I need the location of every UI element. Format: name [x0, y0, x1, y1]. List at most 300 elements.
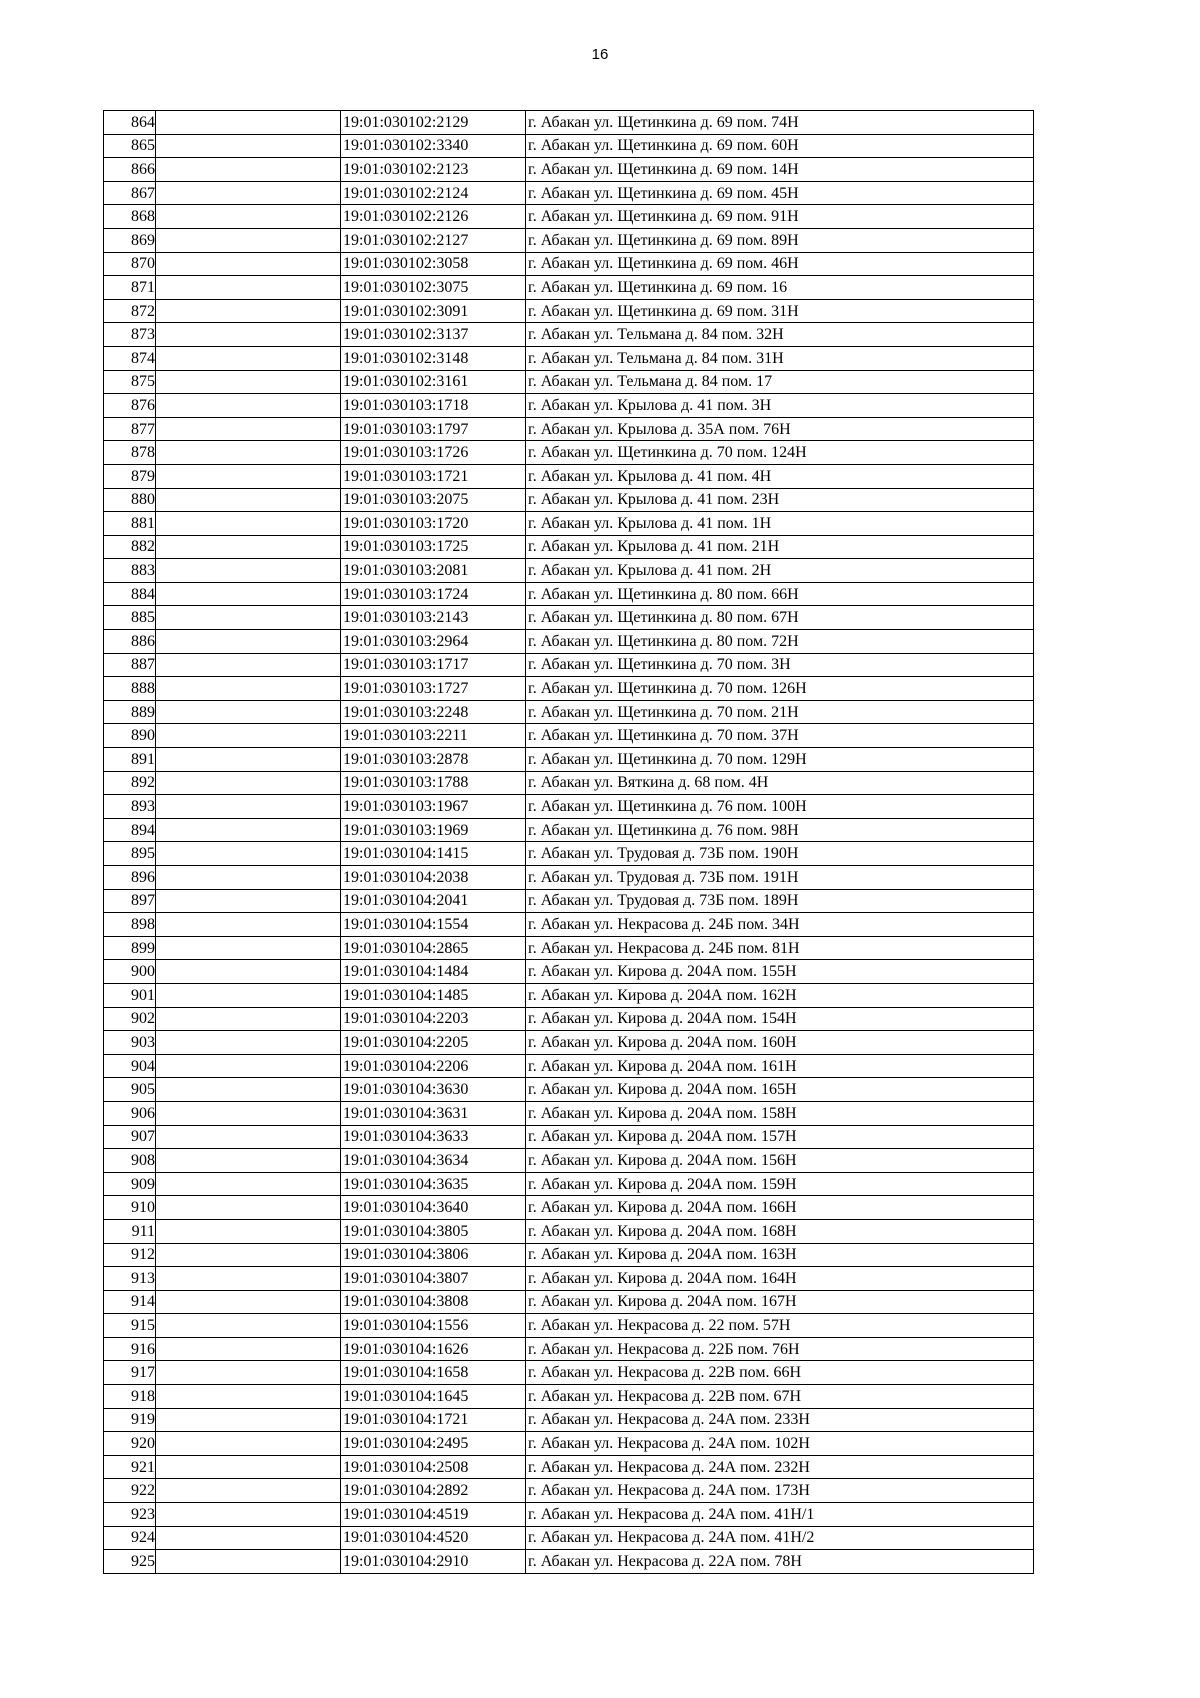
address-cell: г. Абакан ул. Кирова д. 204А пом. 156Н: [526, 1149, 1034, 1173]
cadastral-number-cell: 19:01:030104:1721: [341, 1408, 526, 1432]
row-number-cell: 901: [104, 983, 156, 1007]
blank-cell: [156, 795, 341, 819]
row-number-cell: 893: [104, 795, 156, 819]
cadastral-number-cell: 19:01:030102:2129: [341, 111, 526, 135]
address-cell: г. Абакан ул. Щетинкина д. 69 пом. 91Н: [526, 205, 1034, 229]
blank-cell: [156, 394, 341, 418]
row-number-cell: 897: [104, 889, 156, 913]
cadastral-number-cell: 19:01:030102:3137: [341, 323, 526, 347]
address-cell: г. Абакан ул. Кирова д. 204А пом. 166Н: [526, 1196, 1034, 1220]
blank-cell: [156, 842, 341, 866]
row-number-cell: 900: [104, 960, 156, 984]
row-number-cell: 895: [104, 842, 156, 866]
address-cell: г. Абакан ул. Щетинкина д. 80 пом. 67Н: [526, 606, 1034, 630]
cadastral-number-cell: 19:01:030103:1797: [341, 417, 526, 441]
cadastral-number-cell: 19:01:030103:2964: [341, 630, 526, 654]
address-cell: г. Абакан ул. Некрасова д. 22В пом. 67Н: [526, 1385, 1034, 1409]
blank-cell: [156, 323, 341, 347]
address-cell: г. Абакан ул. Кирова д. 204А пом. 167Н: [526, 1290, 1034, 1314]
cadastral-number-cell: 19:01:030104:3640: [341, 1196, 526, 1220]
row-number-cell: 876: [104, 394, 156, 418]
cadastral-number-cell: 19:01:030103:1969: [341, 818, 526, 842]
table-row: [104, 1290, 1034, 1314]
row-number-cell: 922: [104, 1479, 156, 1503]
blank-cell: [156, 1455, 341, 1479]
blank-cell: [156, 228, 341, 252]
blank-cell: [156, 630, 341, 654]
blank-cell: [156, 346, 341, 370]
row-number-cell: 867: [104, 181, 156, 205]
blank-cell: [156, 181, 341, 205]
address-cell: г. Абакан ул. Щетинкина д. 69 пом. 46Н: [526, 252, 1034, 276]
cadastral-number-cell: 19:01:030103:2143: [341, 606, 526, 630]
cadastral-number-cell: 19:01:030102:3148: [341, 346, 526, 370]
table-row: [104, 1408, 1034, 1432]
address-cell: г. Абакан ул. Щетинкина д. 70 пом. 126Н: [526, 677, 1034, 701]
table-row: [104, 299, 1034, 323]
blank-cell: [156, 1503, 341, 1527]
table-row: [104, 346, 1034, 370]
row-number-cell: 868: [104, 205, 156, 229]
table-row: [104, 1219, 1034, 1243]
blank-cell: [156, 960, 341, 984]
row-number-cell: 886: [104, 630, 156, 654]
row-number-cell: 919: [104, 1408, 156, 1432]
address-cell: г. Абакан ул. Некрасова д. 22А пом. 78Н: [526, 1550, 1034, 1574]
cadastral-number-cell: 19:01:030104:2508: [341, 1455, 526, 1479]
table-row: [104, 936, 1034, 960]
table-row: [104, 1267, 1034, 1291]
cadastral-number-cell: 19:01:030103:1724: [341, 582, 526, 606]
blank-cell: [156, 1007, 341, 1031]
row-number-cell: 909: [104, 1172, 156, 1196]
row-number-cell: 866: [104, 158, 156, 182]
table-row: [104, 252, 1034, 276]
table-row: [104, 771, 1034, 795]
row-number-cell: 890: [104, 724, 156, 748]
row-number-cell: 914: [104, 1290, 156, 1314]
address-cell: г. Абакан ул. Некрасова д. 24Б пом. 34Н: [526, 913, 1034, 937]
blank-cell: [156, 1149, 341, 1173]
row-number-cell: 924: [104, 1526, 156, 1550]
table-row: [104, 1243, 1034, 1267]
blank-cell: [156, 700, 341, 724]
cadastral-number-cell: 19:01:030104:2495: [341, 1432, 526, 1456]
cadastral-number-cell: 19:01:030104:2865: [341, 936, 526, 960]
table-row: [104, 1172, 1034, 1196]
address-cell: г. Абакан ул. Крылова д. 41 пом. 21Н: [526, 535, 1034, 559]
row-number-cell: 907: [104, 1125, 156, 1149]
cadastral-number-cell: 19:01:030103:1720: [341, 512, 526, 536]
address-cell: г. Абакан ул. Щетинкина д. 80 пом. 66Н: [526, 582, 1034, 606]
blank-cell: [156, 1361, 341, 1385]
table-row: [104, 1007, 1034, 1031]
table-row: [104, 606, 1034, 630]
table-row: [104, 464, 1034, 488]
blank-cell: [156, 1219, 341, 1243]
address-cell: г. Абакан ул. Некрасова д. 22 пом. 57Н: [526, 1314, 1034, 1338]
row-number-cell: 905: [104, 1078, 156, 1102]
row-number-cell: 910: [104, 1196, 156, 1220]
blank-cell: [156, 1408, 341, 1432]
cadastral-number-cell: 19:01:030104:3806: [341, 1243, 526, 1267]
address-cell: г. Абакан ул. Крылова д. 41 пом. 23Н: [526, 488, 1034, 512]
address-cell: г. Абакан ул. Кирова д. 204А пом. 157Н: [526, 1125, 1034, 1149]
address-cell: г. Абакан ул. Щетинкина д. 69 пом. 16: [526, 276, 1034, 300]
address-cell: г. Абакан ул. Некрасова д. 24А пом. 41Н/2: [526, 1526, 1034, 1550]
address-cell: г. Абакан ул. Щетинкина д. 69 пом. 31Н: [526, 299, 1034, 323]
address-cell: г. Абакан ул. Тельмана д. 84 пом. 31Н: [526, 346, 1034, 370]
table-row: [104, 1149, 1034, 1173]
cadastral-number-cell: 19:01:030103:1718: [341, 394, 526, 418]
address-cell: г. Абакан ул. Вяткина д. 68 пом. 4Н: [526, 771, 1034, 795]
blank-cell: [156, 677, 341, 701]
table-row: [104, 111, 1034, 135]
blank-cell: [156, 111, 341, 135]
cadastral-number-cell: 19:01:030102:3161: [341, 370, 526, 394]
table-row: [104, 1361, 1034, 1385]
blank-cell: [156, 1290, 341, 1314]
blank-cell: [156, 464, 341, 488]
address-cell: г. Абакан ул. Кирова д. 204А пом. 155Н: [526, 960, 1034, 984]
cadastral-number-cell: 19:01:030104:1645: [341, 1385, 526, 1409]
cadastral-number-cell: 19:01:030104:2041: [341, 889, 526, 913]
table-row: [104, 1337, 1034, 1361]
table-row: [104, 724, 1034, 748]
cadastral-number-cell: 19:01:030104:3808: [341, 1290, 526, 1314]
address-cell: г. Абакан ул. Некрасова д. 24А пом. 41Н/1: [526, 1503, 1034, 1527]
table-row: [104, 370, 1034, 394]
cadastral-number-cell: 19:01:030104:1485: [341, 983, 526, 1007]
blank-cell: [156, 1337, 341, 1361]
blank-cell: [156, 653, 341, 677]
address-cell: г. Абакан ул. Крылова д. 41 пом. 3Н: [526, 394, 1034, 418]
table-row: [104, 535, 1034, 559]
row-number-cell: 918: [104, 1385, 156, 1409]
registry-table: [103, 110, 1034, 1574]
table-row: [104, 983, 1034, 1007]
blank-cell: [156, 1125, 341, 1149]
address-cell: г. Абакан ул. Некрасова д. 24А пом. 173Н: [526, 1479, 1034, 1503]
row-number-cell: 879: [104, 464, 156, 488]
blank-cell: [156, 582, 341, 606]
cadastral-number-cell: 19:01:030104:3634: [341, 1149, 526, 1173]
table-row: [104, 630, 1034, 654]
row-number-cell: 883: [104, 559, 156, 583]
row-number-cell: 877: [104, 417, 156, 441]
row-number-cell: 875: [104, 370, 156, 394]
row-number-cell: 872: [104, 299, 156, 323]
blank-cell: [156, 370, 341, 394]
table-row: [104, 1550, 1034, 1574]
blank-cell: [156, 276, 341, 300]
cadastral-number-cell: 19:01:030103:2081: [341, 559, 526, 583]
cadastral-number-cell: 19:01:030103:1727: [341, 677, 526, 701]
row-number-cell: 888: [104, 677, 156, 701]
blank-cell: [156, 771, 341, 795]
row-number-cell: 865: [104, 134, 156, 158]
table-row: [104, 866, 1034, 890]
cadastral-number-cell: 19:01:030104:3633: [341, 1125, 526, 1149]
cadastral-number-cell: 19:01:030104:3807: [341, 1267, 526, 1291]
blank-cell: [156, 1031, 341, 1055]
table-row: [104, 323, 1034, 347]
table-row: [104, 582, 1034, 606]
address-cell: г. Абакан ул. Тельмана д. 84 пом. 17: [526, 370, 1034, 394]
row-number-cell: 880: [104, 488, 156, 512]
cadastral-number-cell: 19:01:030104:3805: [341, 1219, 526, 1243]
address-cell: г. Абакан ул. Кирова д. 204А пом. 161Н: [526, 1054, 1034, 1078]
blank-cell: [156, 1526, 341, 1550]
table-row: [104, 748, 1034, 772]
table-row: [104, 1503, 1034, 1527]
cadastral-number-cell: 19:01:030104:3631: [341, 1101, 526, 1125]
blank-cell: [156, 606, 341, 630]
table-row: [104, 1432, 1034, 1456]
address-cell: г. Абакан ул. Некрасова д. 24А пом. 233Н: [526, 1408, 1034, 1432]
table-row: [104, 417, 1034, 441]
table-row: [104, 677, 1034, 701]
row-number-cell: 887: [104, 653, 156, 677]
cadastral-number-cell: 19:01:030104:1484: [341, 960, 526, 984]
blank-cell: [156, 818, 341, 842]
address-cell: г. Абакан ул. Щетинкина д. 70 пом. 129Н: [526, 748, 1034, 772]
cadastral-number-cell: 19:01:030102:3075: [341, 276, 526, 300]
blank-cell: [156, 1385, 341, 1409]
row-number-cell: 871: [104, 276, 156, 300]
row-number-cell: 878: [104, 441, 156, 465]
blank-cell: [156, 299, 341, 323]
cadastral-number-cell: 19:01:030102:2127: [341, 228, 526, 252]
table-row: [104, 1078, 1034, 1102]
table-row: [104, 181, 1034, 205]
blank-cell: [156, 1078, 341, 1102]
cadastral-number-cell: 19:01:030102:3058: [341, 252, 526, 276]
address-cell: г. Абакан ул. Кирова д. 204А пом. 164Н: [526, 1267, 1034, 1291]
row-number-cell: 917: [104, 1361, 156, 1385]
cadastral-number-cell: 19:01:030103:2878: [341, 748, 526, 772]
table-row: [104, 795, 1034, 819]
row-number-cell: 896: [104, 866, 156, 890]
blank-cell: [156, 1243, 341, 1267]
table-row: [104, 134, 1034, 158]
blank-cell: [156, 913, 341, 937]
address-cell: г. Абакан ул. Щетинкина д. 70 пом. 37Н: [526, 724, 1034, 748]
address-cell: г. Абакан ул. Щетинкина д. 70 пом. 21Н: [526, 700, 1034, 724]
blank-cell: [156, 889, 341, 913]
cadastral-number-cell: 19:01:030104:4519: [341, 1503, 526, 1527]
cadastral-number-cell: 19:01:030104:1626: [341, 1337, 526, 1361]
cadastral-number-cell: 19:01:030103:1726: [341, 441, 526, 465]
cadastral-number-cell: 19:01:030104:2206: [341, 1054, 526, 1078]
cadastral-number-cell: 19:01:030103:2211: [341, 724, 526, 748]
table-row: [104, 1479, 1034, 1503]
table-row: [104, 1125, 1034, 1149]
cadastral-number-cell: 19:01:030103:1721: [341, 464, 526, 488]
cadastral-number-cell: 19:01:030104:1556: [341, 1314, 526, 1338]
table-row: [104, 559, 1034, 583]
address-cell: г. Абакан ул. Кирова д. 204А пом. 163Н: [526, 1243, 1034, 1267]
cadastral-number-cell: 19:01:030104:2892: [341, 1479, 526, 1503]
address-cell: г. Абакан ул. Щетинкина д. 69 пом. 89Н: [526, 228, 1034, 252]
cadastral-number-cell: 19:01:030104:2910: [341, 1550, 526, 1574]
address-cell: г. Абакан ул. Щетинкина д. 69 пом. 45Н: [526, 181, 1034, 205]
table-row: [104, 1314, 1034, 1338]
cadastral-number-cell: 19:01:030103:1717: [341, 653, 526, 677]
table-row: [104, 889, 1034, 913]
address-cell: г. Абакан ул. Некрасова д. 24Б пом. 81Н: [526, 936, 1034, 960]
address-cell: г. Абакан ул. Щетинкина д. 69 пом. 14Н: [526, 158, 1034, 182]
cadastral-number-cell: 19:01:030103:2248: [341, 700, 526, 724]
blank-cell: [156, 488, 341, 512]
address-cell: г. Абакан ул. Щетинкина д. 69 пом. 60Н: [526, 134, 1034, 158]
row-number-cell: 894: [104, 818, 156, 842]
table-row: [104, 1101, 1034, 1125]
blank-cell: [156, 1196, 341, 1220]
row-number-cell: 881: [104, 512, 156, 536]
address-cell: г. Абакан ул. Трудовая д. 73Б пом. 190Н: [526, 842, 1034, 866]
table-row: [104, 700, 1034, 724]
address-cell: г. Абакан ул. Щетинкина д. 70 пом. 124Н: [526, 441, 1034, 465]
address-cell: г. Абакан ул. Крылова д. 41 пом. 4Н: [526, 464, 1034, 488]
blank-cell: [156, 1101, 341, 1125]
table-row: [104, 1031, 1034, 1055]
address-cell: г. Абакан ул. Щетинкина д. 76 пом. 100Н: [526, 795, 1034, 819]
row-number-cell: 903: [104, 1031, 156, 1055]
blank-cell: [156, 158, 341, 182]
blank-cell: [156, 1267, 341, 1291]
address-cell: г. Абакан ул. Щетинкина д. 80 пом. 72Н: [526, 630, 1034, 654]
cadastral-number-cell: 19:01:030104:1658: [341, 1361, 526, 1385]
cadastral-number-cell: 19:01:030103:2075: [341, 488, 526, 512]
cadastral-number-cell: 19:01:030103:1788: [341, 771, 526, 795]
address-cell: г. Абакан ул. Трудовая д. 73Б пом. 191Н: [526, 866, 1034, 890]
cadastral-number-cell: 19:01:030104:2203: [341, 1007, 526, 1031]
address-cell: г. Абакан ул. Кирова д. 204А пом. 159Н: [526, 1172, 1034, 1196]
table-row: [104, 1526, 1034, 1550]
cadastral-number-cell: 19:01:030104:1554: [341, 913, 526, 937]
row-number-cell: 911: [104, 1219, 156, 1243]
row-number-cell: 884: [104, 582, 156, 606]
blank-cell: [156, 936, 341, 960]
blank-cell: [156, 866, 341, 890]
blank-cell: [156, 1479, 341, 1503]
row-number-cell: 925: [104, 1550, 156, 1574]
address-cell: г. Абакан ул. Крылова д. 41 пом. 2Н: [526, 559, 1034, 583]
cadastral-number-cell: 19:01:030103:1967: [341, 795, 526, 819]
cadastral-number-cell: 19:01:030104:3630: [341, 1078, 526, 1102]
address-cell: г. Абакан ул. Щетинкина д. 76 пом. 98Н: [526, 818, 1034, 842]
address-cell: г. Абакан ул. Кирова д. 204А пом. 162Н: [526, 983, 1034, 1007]
address-cell: г. Абакан ул. Кирова д. 204А пом. 168Н: [526, 1219, 1034, 1243]
blank-cell: [156, 417, 341, 441]
cadastral-number-cell: 19:01:030104:3635: [341, 1172, 526, 1196]
table-row: [104, 1054, 1034, 1078]
blank-cell: [156, 1550, 341, 1574]
blank-cell: [156, 205, 341, 229]
table-row: [104, 842, 1034, 866]
table-row: [104, 1385, 1034, 1409]
address-cell: г. Абакан ул. Щетинкина д. 70 пом. 3Н: [526, 653, 1034, 677]
blank-cell: [156, 1314, 341, 1338]
blank-cell: [156, 252, 341, 276]
address-cell: г. Абакан ул. Крылова д. 35А пом. 76Н: [526, 417, 1034, 441]
table-row: [104, 512, 1034, 536]
row-number-cell: 913: [104, 1267, 156, 1291]
page-number: 16: [591, 46, 609, 63]
row-number-cell: 891: [104, 748, 156, 772]
table-row: [104, 913, 1034, 937]
row-number-cell: 899: [104, 936, 156, 960]
table-row: [104, 488, 1034, 512]
address-cell: г. Абакан ул. Некрасова д. 22Б пом. 76Н: [526, 1337, 1034, 1361]
row-number-cell: 902: [104, 1007, 156, 1031]
table-row: [104, 276, 1034, 300]
row-number-cell: 923: [104, 1503, 156, 1527]
cadastral-number-cell: 19:01:030104:1415: [341, 842, 526, 866]
address-cell: г. Абакан ул. Трудовая д. 73Б пом. 189Н: [526, 889, 1034, 913]
table-row: [104, 1196, 1034, 1220]
blank-cell: [156, 1432, 341, 1456]
row-number-cell: 874: [104, 346, 156, 370]
address-cell: г. Абакан ул. Щетинкина д. 69 пом. 74Н: [526, 111, 1034, 135]
table-row: [104, 394, 1034, 418]
blank-cell: [156, 134, 341, 158]
table-row: [104, 441, 1034, 465]
blank-cell: [156, 559, 341, 583]
row-number-cell: 916: [104, 1337, 156, 1361]
address-cell: г. Абакан ул. Кирова д. 204А пом. 154Н: [526, 1007, 1034, 1031]
cadastral-number-cell: 19:01:030102:3340: [341, 134, 526, 158]
row-number-cell: 892: [104, 771, 156, 795]
row-number-cell: 920: [104, 1432, 156, 1456]
row-number-cell: 873: [104, 323, 156, 347]
cadastral-number-cell: 19:01:030104:2205: [341, 1031, 526, 1055]
blank-cell: [156, 512, 341, 536]
table-row: [104, 1455, 1034, 1479]
address-cell: г. Абакан ул. Кирова д. 204А пом. 165Н: [526, 1078, 1034, 1102]
blank-cell: [156, 1172, 341, 1196]
table-row: [104, 228, 1034, 252]
address-cell: г. Абакан ул. Кирова д. 204А пом. 158Н: [526, 1101, 1034, 1125]
cadastral-number-cell: 19:01:030104:2038: [341, 866, 526, 890]
table-row: [104, 653, 1034, 677]
row-number-cell: 915: [104, 1314, 156, 1338]
cadastral-number-cell: 19:01:030102:2123: [341, 158, 526, 182]
cadastral-number-cell: 19:01:030102:2126: [341, 205, 526, 229]
row-number-cell: 898: [104, 913, 156, 937]
blank-cell: [156, 748, 341, 772]
row-number-cell: 908: [104, 1149, 156, 1173]
address-cell: г. Абакан ул. Некрасова д. 24А пом. 102Н: [526, 1432, 1034, 1456]
row-number-cell: 912: [104, 1243, 156, 1267]
blank-cell: [156, 1054, 341, 1078]
row-number-cell: 870: [104, 252, 156, 276]
address-cell: г. Абакан ул. Некрасова д. 24А пом. 232Н: [526, 1455, 1034, 1479]
table-row: [104, 205, 1034, 229]
table-row: [104, 818, 1034, 842]
address-cell: г. Абакан ул. Крылова д. 41 пом. 1Н: [526, 512, 1034, 536]
cadastral-number-cell: 19:01:030102:2124: [341, 181, 526, 205]
row-number-cell: 906: [104, 1101, 156, 1125]
cadastral-number-cell: 19:01:030102:3091: [341, 299, 526, 323]
table-row: [104, 158, 1034, 182]
address-cell: г. Абакан ул. Тельмана д. 84 пом. 32Н: [526, 323, 1034, 347]
row-number-cell: 904: [104, 1054, 156, 1078]
blank-cell: [156, 441, 341, 465]
row-number-cell: 889: [104, 700, 156, 724]
row-number-cell: 869: [104, 228, 156, 252]
